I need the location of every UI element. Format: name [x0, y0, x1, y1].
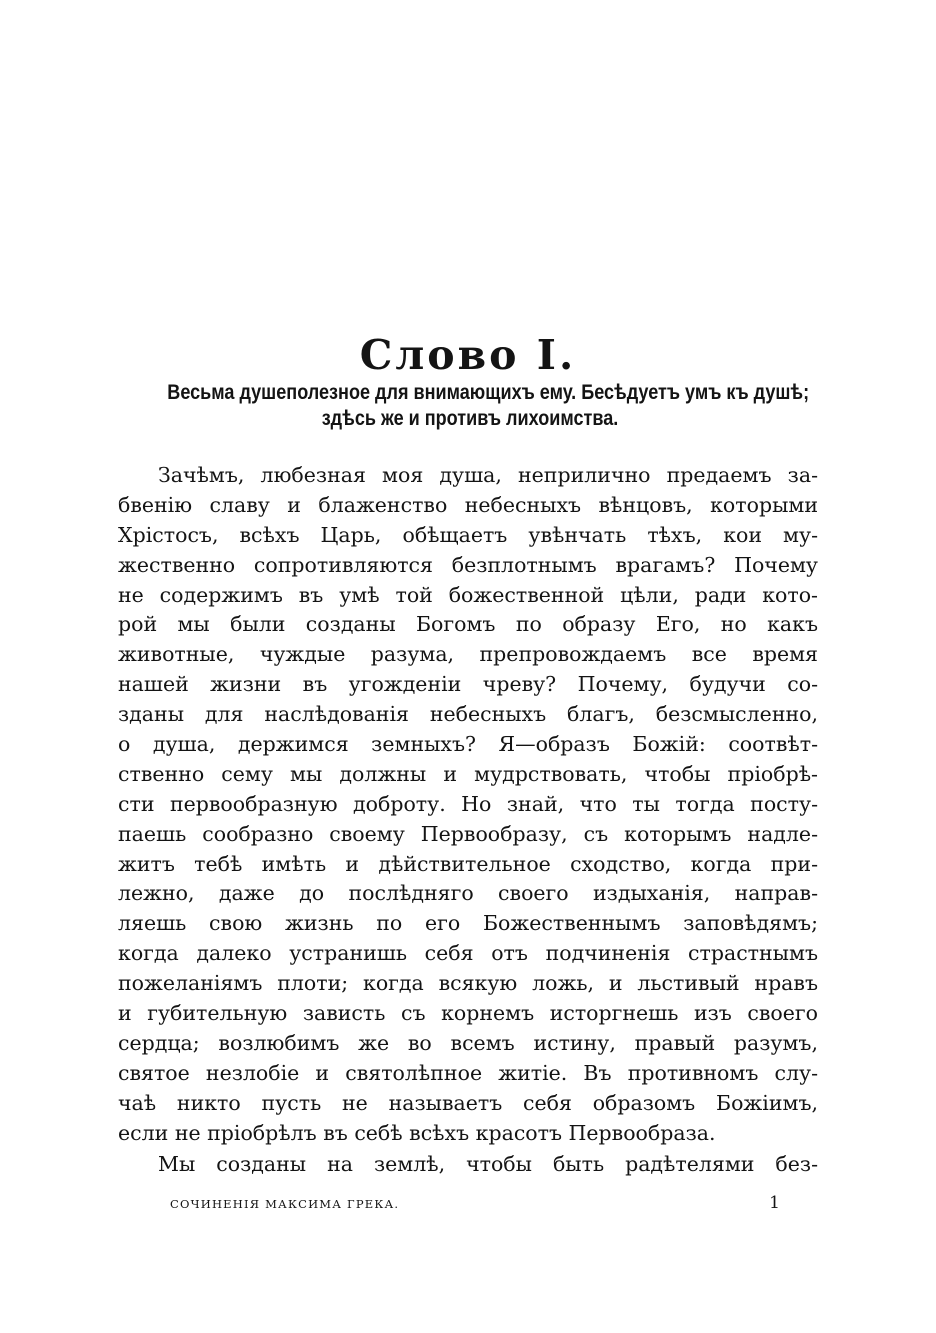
paragraph-line: Мы созданы на землѣ, чтобы быть радѣтелями без-: [158, 1152, 818, 1177]
paragraph-line: бвенію славу и блаженство небесныхъ вѣнцовъ, которыми: [118, 492, 818, 517]
paragraph-line: сердца; возлюбимъ же во всемъ истину, правый разумъ,: [118, 1030, 818, 1055]
paragraph-line: святое незлобіе и святолѣпное житіе. Въ противномъ слу-: [118, 1060, 818, 1085]
paragraph-line: Хрістосъ, всѣхъ Царь, обѣщаетъ увѣнчать тѣхъ, кои му-: [118, 522, 818, 547]
sheet-number: 1: [769, 1193, 780, 1213]
paragraph-line: сти первообразную доброту. Но знай, что ты тогда посту-: [118, 791, 818, 816]
chapter-title: Слово I.: [359, 331, 577, 380]
paragraph-line: ственно сему мы должны и мудрствовать, чтобы пріобрѣ-: [118, 761, 818, 786]
paragraph-line: животные, чуждые разума, препровождаемъ все время: [118, 642, 818, 667]
paragraph-line: зданы для наслѣдованія небесныхъ благъ, безсмысленно,: [118, 702, 818, 727]
paragraph-line: ляешь свою жизнь по его Божественнымъ заповѣдямъ;: [118, 911, 818, 936]
printer-signature: СОЧИНЕНІЯ МАКСИМА ГРЕКА.: [170, 1197, 400, 1211]
paragraph-line: чаѣ никто пусть не называетъ себя образомъ Божіимъ,: [118, 1090, 818, 1115]
body-text: [118, 461, 818, 1180]
paragraph-line: паешь сообразно своему Первообразу, съ которымъ надле-: [118, 821, 818, 846]
paragraph-line: житъ тебѣ имѣть и дѣйствительное сходство, когда при-: [118, 851, 818, 876]
paragraph-line: лежно, даже до послѣдняго своего издыханія, направ-: [118, 881, 818, 906]
paragraph-line: жественно сопротивляются безплотнымъ врагамъ? Почему: [118, 552, 818, 577]
paragraph-line: о душа, держимся земныхъ? Я—образъ Божій: соотвѣт-: [118, 732, 818, 757]
subtitle-line: Весьма душеполезное для внимающихъ ему. Бесѣдуетъ умъ къ душѣ;: [167, 381, 810, 404]
paragraph-line: не содержимъ въ умѣ той божественной цѣли, ради кото-: [118, 582, 818, 607]
paragraph-line: и губительную зависть съ корнемъ исторгнешь изъ своего: [118, 1001, 818, 1026]
paragraph-line: Зачѣмъ, любезная моя душа, неприлично предаемъ за-: [158, 463, 818, 487]
paragraph-line: если не пріобрѣлъ въ себѣ всѣхъ красотъ Первообраза.: [118, 1120, 716, 1145]
paragraph-line: когда далеко устранишь себя отъ подчиненія страстнымъ: [118, 941, 818, 966]
chapter-subtitle: [167, 380, 810, 432]
subtitle-line: здѣсь же и противъ лихоимства.: [321, 407, 619, 430]
paragraph-line: рой мы были созданы Богомъ по образу Его, но какъ: [118, 612, 818, 637]
paragraph-line: нашей жизни въ угожденіи чреву? Почему, будучи со-: [118, 672, 818, 697]
paragraph-line: пожеланіямъ плоти; когда всякую ложь, и льстивый нравъ: [118, 971, 818, 996]
